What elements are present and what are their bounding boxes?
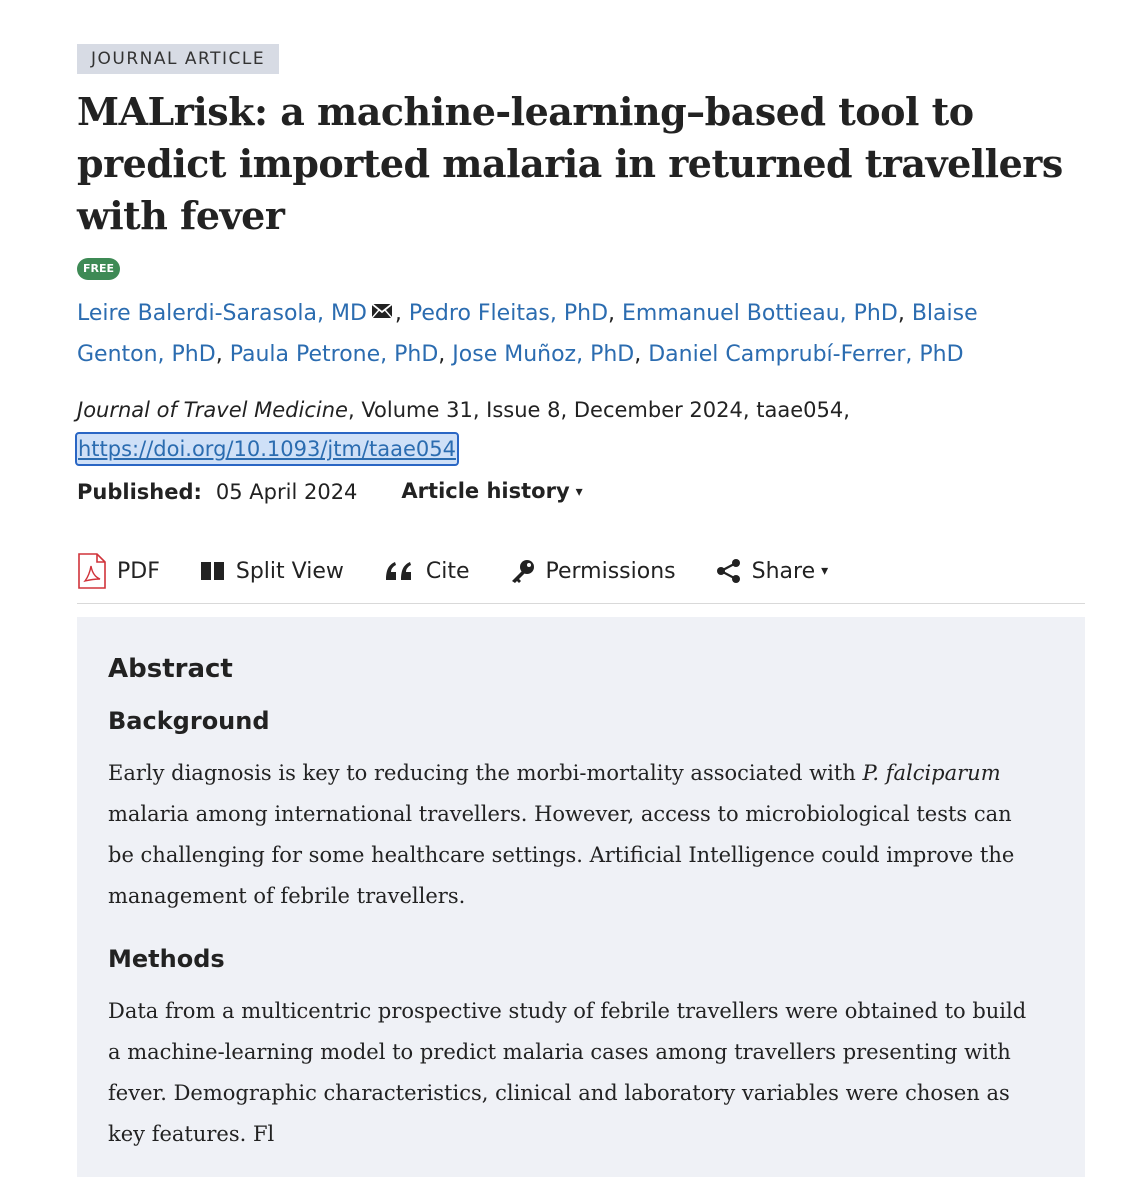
envelope-icon[interactable] xyxy=(371,292,393,333)
article-history-toggle[interactable] xyxy=(401,476,582,507)
species-name: P. falciparum xyxy=(862,761,1001,785)
share-label: Share xyxy=(751,558,816,584)
author-link[interactable]: Paula Petrone, PhD xyxy=(229,342,439,367)
published-label: Published: xyxy=(77,479,202,504)
publication-info xyxy=(77,476,1085,507)
article-history-label: Article history xyxy=(401,479,570,503)
doi-link[interactable]: https://doi.org/10.1093/jtm/taae054 xyxy=(75,432,459,466)
abstract-heading: Abstract xyxy=(108,654,233,684)
background-heading: Background xyxy=(108,707,270,735)
article-title: MALrisk: a machine-learning–based tool to predict imported malaria in returned travellers with fever xyxy=(77,89,1063,238)
pdf-file-icon xyxy=(77,553,107,589)
author-link[interactable]: Blaise Genton, PhD xyxy=(77,301,978,367)
background-text-part: malaria among international travellers. However, access to microbiological tests can be challenging for some healthcare settings. Artificial Intelligence could improve the management of febrile travellers. xyxy=(108,802,1015,908)
article-type-badge: JOURNAL ARTICLE xyxy=(77,44,279,74)
abstract-panel xyxy=(77,617,1085,1177)
published-date: 05 April 2024 xyxy=(215,479,358,504)
pdf-label: PDF xyxy=(117,558,160,584)
author-link[interactable]: Daniel Camprubí-Ferrer, PhD xyxy=(648,342,964,367)
article-header xyxy=(77,44,1085,1177)
free-access-badge: FREE xyxy=(77,258,120,280)
methods-text: Data from a multicentric prospective study of febrile travellers were obtained to build a machine-learning model to predict malaria cases among travellers presenting with fever. Demographic characteristics, clinical and laboratory variables were chosen as key features. Fl xyxy=(108,999,1027,1146)
cite-label: Cite xyxy=(425,558,470,584)
author-link[interactable]: Jose Muñoz, PhD xyxy=(452,342,635,367)
permissions-label: Permissions xyxy=(545,558,676,584)
chevron-down-icon: ▾ xyxy=(821,563,829,579)
key-icon xyxy=(510,558,536,584)
split-view-icon xyxy=(200,561,226,581)
background-text-part: Early diagnosis is key to reducing the morbi-mortality associated with xyxy=(108,761,863,785)
split-view-button[interactable] xyxy=(200,559,344,584)
methods-heading: Methods xyxy=(108,945,225,973)
author-link[interactable]: Leire Balerdi-Sarasola, MD xyxy=(77,301,367,326)
share-icon xyxy=(716,558,742,584)
quote-icon xyxy=(384,560,416,582)
split-view-label: Split View xyxy=(235,558,344,584)
citation xyxy=(77,391,1085,468)
share-button[interactable] xyxy=(716,558,829,584)
journal-name: Journal of Travel Medicine xyxy=(77,398,348,422)
article-toolbar xyxy=(77,547,1085,604)
author-link[interactable]: Pedro Fleitas, PhD xyxy=(408,301,609,326)
background-text xyxy=(108,753,1038,917)
cite-button[interactable] xyxy=(384,559,470,584)
citation-details: , Volume 31, Issue 8, December 2024, taae054, xyxy=(347,398,850,422)
author-link[interactable]: Emmanuel Bottieau, PhD xyxy=(622,301,898,326)
chevron-down-icon: ▾ xyxy=(575,484,583,500)
author-list: Leire Balerdi-Sarasola, MD , Pedro Fleitas, PhD, Emmanuel Bottieau, PhD, Blaise Genton, PhD, Paula Petrone, PhD, Jose Muñoz, PhD, Daniel Camprubí-Ferrer, PhD xyxy=(77,293,1037,375)
permissions-button[interactable] xyxy=(510,558,676,584)
pdf-button[interactable] xyxy=(77,553,160,589)
